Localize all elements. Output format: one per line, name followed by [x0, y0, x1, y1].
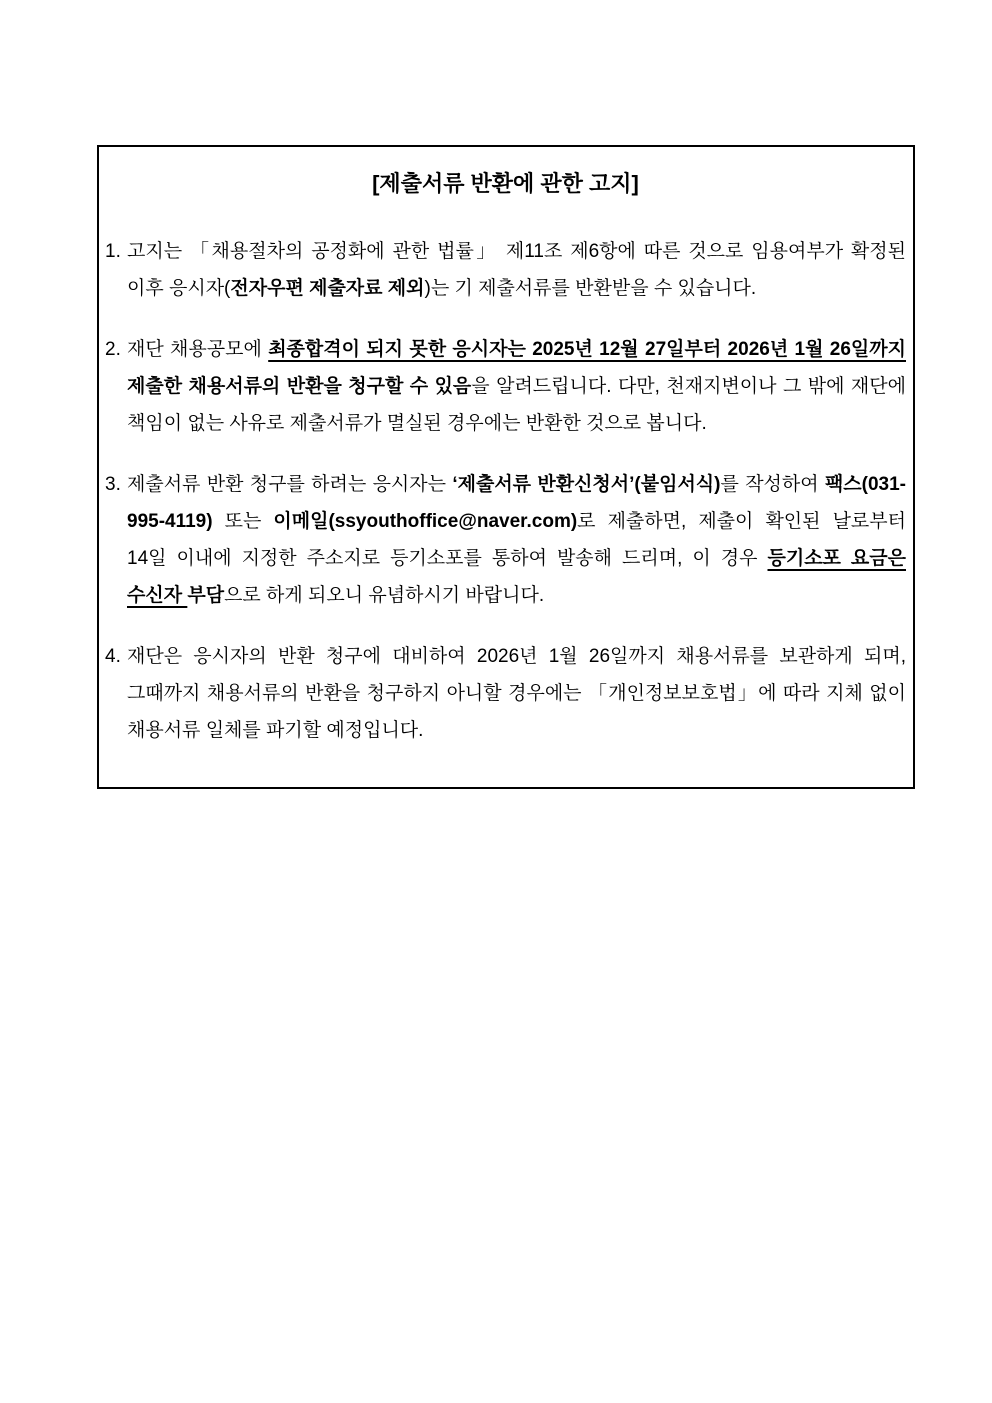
- paragraph-text: [127, 466, 906, 614]
- paragraph-number: 3.: [105, 474, 121, 495]
- text-segment: 팩스(031-995-4119): [127, 474, 907, 532]
- notice-paragraph: [105, 466, 906, 614]
- text-segment: )는 기 제출서류를 반환받을 수 있습니다.: [424, 278, 757, 299]
- notice-paragraph: [105, 331, 906, 442]
- paragraph-text: [127, 638, 906, 749]
- notice-title: [제출서류 반환에 관한 고지]: [372, 171, 639, 196]
- text-segment: 최종합격이 되지 못한 응시자는 2025년 12월 27일부터 2026년 1월 26일까지: [268, 339, 906, 360]
- text-segment: 등기소포 요금은 수신자: [127, 548, 906, 606]
- text-segment: 재단은 응시자의 반환 청구에 대비하여 2026년 1월 26일까지 채용서류를 보관하게 되며, 그때까지 채용서류의 반환을 청구하지 아니할 경우에는 「개인정보보호법」에 따라 지체 없이 채용서류 일체를 파기할 예정입니다.: [127, 646, 906, 741]
- text-segment: 제출한 채용서류의 반환을 청구할 수 있음: [127, 376, 472, 397]
- text-segment: ‘제출서류 반환신청서’(붙임서식): [452, 474, 721, 495]
- text-segment: 전자우편 제출자료 제외: [230, 278, 425, 299]
- text-segment: 재단 채용공모에: [127, 339, 269, 360]
- paragraph-text: [127, 233, 906, 307]
- text-segment: 또는: [212, 511, 274, 532]
- text-segment: 부담: [187, 585, 225, 606]
- text-segment: 를 작성하여: [720, 474, 825, 495]
- text-segment: 을 알려드립니다. 다만, 천재지변이나 그 밖에 재단에 책임이 없는 사유로 제출서류가 멸실된 경우에는 반환한 것으로 봅니다.: [127, 376, 906, 434]
- notice-box: [97, 145, 915, 789]
- paragraph-number: 2.: [105, 339, 121, 360]
- paragraph-text: [127, 331, 906, 442]
- notice-paragraph: [105, 638, 906, 749]
- text-segment: 으로 하게 되오니 유념하시기 바랍니다.: [224, 585, 545, 606]
- paragraph-number: 4.: [105, 646, 121, 667]
- text-segment: 로 제출하면, 제출이 확인된 날로부터 14일 이내에 지정한 주소지로 등기소포를 통하여 발송해 드리며, 이 경우: [127, 511, 906, 569]
- notice-paragraphs: [105, 233, 906, 749]
- paragraph-number: 1.: [105, 241, 121, 262]
- text-segment: 이메일(ssyouthoffice@naver.com): [273, 511, 578, 532]
- notice-paragraph: [105, 233, 906, 307]
- text-segment: 고지는 「채용절차의 공정화에 관한 법률」 제11조 제6항에 따른 것으로 임용여부가 확정된 이후 응시자(: [127, 241, 906, 299]
- text-segment: 제출서류 반환 청구를 하려는 응시자는: [127, 474, 453, 495]
